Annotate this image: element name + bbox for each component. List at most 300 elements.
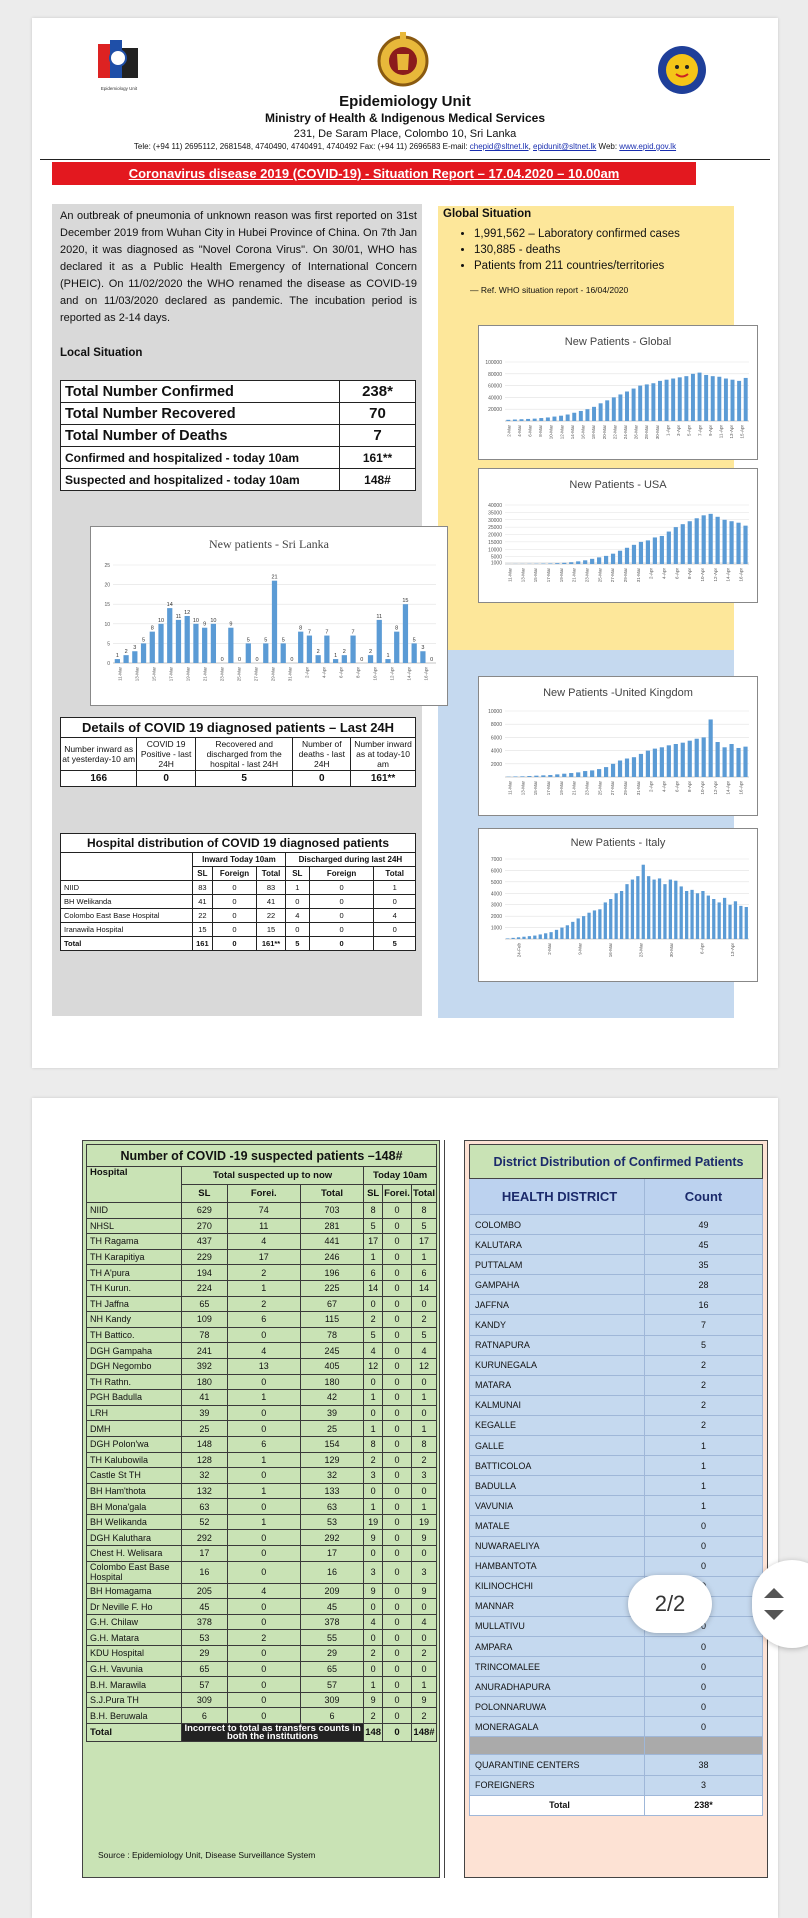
suspected-cell: 0 [383,1708,412,1724]
y-tick-label: 4000 [490,891,502,898]
x-tick-label: 3-Apr [676,425,682,437]
chart-bar [625,392,629,422]
table-row [87,1265,437,1281]
chart-bar [316,655,321,663]
suspected-cell: 1 [227,1280,300,1296]
x-tick-label: 2-Mar [506,425,512,437]
data-label: 5 [412,637,416,644]
suspected-cell: 57 [182,1677,228,1693]
district-title: District Distribution of Confirmed Patients [470,1145,763,1179]
chart-bar [698,373,702,421]
suspected-cell: 8 [411,1436,436,1452]
table-row [87,1483,437,1499]
chart-bar [734,901,737,939]
scroll-control[interactable] [752,1560,808,1648]
hospital-cell: 0 [309,881,374,895]
chart-bar [598,909,601,939]
chart-bar [517,937,520,939]
chart-bar [660,536,664,564]
suspected-cell: 405 [300,1358,363,1374]
chart-bar [723,747,727,777]
x-tick-label: 16-Mar [580,425,586,440]
chart-bar [646,540,650,564]
hospital-name: TH Karapitiya [87,1249,182,1265]
district-name: KILINOCHCHI [470,1576,645,1596]
chart-bar [691,374,695,421]
table-row [87,1677,437,1693]
global-stat-item: • 130,885 - deaths [474,242,680,258]
chart-bar [688,741,692,777]
hospital-name: TH Kalubowila [87,1452,182,1468]
suspected-cell: 17 [227,1249,300,1265]
y-tick-label: 4000 [490,748,502,755]
suspected-cell: 180 [300,1374,363,1390]
suspected-title: Number of COVID -19 suspected patients –148# [87,1145,437,1167]
hospital-name: G.H. Chilaw [87,1614,182,1630]
x-tick-label: 13-Mar [134,667,140,682]
local-situation-heading: Local Situation [60,347,143,359]
chart-bar [636,876,639,939]
hospital-col-header: Hospital [87,1167,182,1203]
chart-bar [660,747,664,777]
district-row [470,1395,763,1415]
chart-bar [709,514,713,564]
chart-bar [696,893,699,939]
today-header: Today 10am [364,1167,437,1185]
district-count: 16 [645,1295,763,1315]
y-tick-label: 40000 [488,503,502,509]
details-col-header: Number inward as at today-10 am [351,738,416,771]
data-label: 0 [360,657,364,663]
hospital-name: DGH Gampaha [87,1343,182,1359]
chart-bar [420,651,425,663]
district-row [470,1415,763,1435]
chart-bar [559,416,563,421]
hospital-name: G.H. Matara [87,1630,182,1646]
suspected-cell: 0 [383,1436,412,1452]
x-tick-label: 6-Apr [338,667,344,679]
chart-bar [684,376,688,421]
suspected-cell: 154 [300,1436,363,1452]
suspected-cell: 0 [383,1561,412,1583]
chart-title: New Patients - Italy [570,837,666,849]
x-tick-label: 24-Feb [516,943,522,958]
suspected-cell: 5 [411,1327,436,1343]
table-row [87,1452,437,1468]
district-name: VAVUNIA [470,1496,645,1516]
data-label: 10 [210,617,217,624]
suspected-cell: 0 [411,1296,436,1312]
data-label: 0 [290,657,294,663]
x-tick-label: 12-Apr [712,781,718,795]
suspected-cell: 0 [383,1312,412,1328]
suspected-cell: 1 [411,1249,436,1265]
suspected-cell: 4 [227,1583,300,1599]
table-row [87,1421,437,1437]
suspected-subheader: Forei. [227,1185,300,1203]
details-col-header: Number of deaths - last 24H [293,738,351,771]
x-tick-label: 2-Apr [648,781,654,793]
chart-bar [506,938,509,939]
x-tick-label: 27-Mar [610,568,616,583]
district-name: GAMPAHA [470,1275,645,1295]
suspected-cell: 309 [182,1692,228,1708]
suspected-cell: 0 [227,1530,300,1546]
suspected-cell: 3 [364,1468,383,1484]
hospital-name: KDU Hospital [87,1646,182,1662]
suspected-cell: 53 [182,1630,228,1646]
hospital-name: Colombo East Base Hospital [61,909,193,923]
suspected-cell: 133 [300,1483,363,1499]
hospital-name: G.H. Vavunia [87,1661,182,1677]
suspected-cell: 17 [411,1234,436,1250]
chart-bar [639,542,643,564]
x-tick-label: 29-Mar [270,667,276,682]
chart-bar [723,898,726,939]
data-label: 0 [255,657,259,663]
district-count: 38 [645,1755,763,1775]
y-tick-label: 10000 [488,709,502,715]
suspected-cell: 0 [411,1483,436,1499]
suspected-cell: 9 [411,1692,436,1708]
data-label: 2 [342,649,346,656]
suspected-cell: 2 [227,1630,300,1646]
hospital-cell: 0 [285,895,309,909]
x-tick-label: 31-Mar [287,667,293,682]
suspected-cell: 25 [300,1421,363,1437]
chart-bar [228,628,233,663]
suspected-cell: 0 [364,1405,383,1421]
website-link[interactable]: www.epid.gov.lk [619,142,677,151]
table-row [87,1249,437,1265]
district-name: COLOMBO [470,1215,645,1235]
suspected-cell: 209 [300,1583,363,1599]
suspected-cell: 0 [411,1630,436,1646]
district-row [470,1616,763,1636]
suspected-cell: 205 [182,1583,228,1599]
suspected-cell: 16 [182,1561,228,1583]
suspected-cell: 39 [300,1405,363,1421]
summary-row [61,469,416,491]
x-tick-label: 10-Apr [700,568,706,582]
x-tick-label: 16-Apr [423,667,429,681]
suspected-cell: 65 [300,1661,363,1677]
x-tick-label: 11-Apr [718,425,724,439]
chart-title: New Patients - Global [564,336,672,348]
district-name: MATARA [470,1375,645,1395]
summary-value: 238* [340,381,416,403]
y-tick-label: 7000 [490,857,502,863]
district-name: AMPARA [470,1636,645,1656]
chart-bar [678,377,682,421]
suspected-cell: 5 [411,1218,436,1234]
hospital-name: Dr Neville F. Ho [87,1599,182,1615]
x-tick-label: 5-Apr [686,425,692,437]
hospital-name: PGH Badulla [87,1390,182,1406]
suspected-cell: 0 [383,1327,412,1343]
hospital-cell: 0 [309,937,374,951]
x-tick-label: 10-Mar [548,425,554,440]
suspected-cell: 0 [364,1483,383,1499]
suspected-cell: 0 [383,1390,412,1406]
data-label: 3 [421,645,425,652]
hospital-name: LRH [87,1405,182,1421]
suspected-cell: 281 [300,1218,363,1234]
x-tick-label: 22-Mar [612,425,618,440]
x-tick-label: 7-Apr [697,425,703,437]
summary-value: 7 [340,425,416,447]
chart-bar [593,910,596,939]
suspected-cell: 1 [411,1390,436,1406]
summary-value: 161** [340,447,416,469]
hospital-cell: 0 [309,909,374,923]
district-count: 2 [645,1395,763,1415]
chart-bar [674,744,678,777]
suspected-cell: 132 [182,1483,228,1499]
x-tick-label: 20-Mar [601,425,607,440]
chart-bar [711,376,715,421]
x-tick-label: 6-Apr [699,943,705,955]
chart-bar [695,518,699,564]
district-name: QUARANTINE CENTERS [470,1755,645,1775]
district-name: JAFFNA [470,1295,645,1315]
report-page-2 [32,1098,778,1918]
district-row [470,1476,763,1496]
chart-bar [736,523,740,564]
suspected-cell: 78 [182,1327,228,1343]
hospital-name: Chest H. Welisara [87,1546,182,1562]
district-total-label: Total [470,1795,645,1815]
email-link-1[interactable]: chepid@sltnet.lk [469,142,529,151]
chart-bar [704,375,708,421]
chart-bar [548,775,552,777]
chart-bar [712,899,715,939]
chart-bar [555,563,559,564]
chart-bar [150,632,155,663]
who-reference: — Ref. WHO situation report - 16/04/2020 [470,285,629,295]
suspected-subheader: Total [411,1185,436,1203]
data-label: 0 [430,657,434,663]
chart-bar [658,381,662,421]
district-row [470,1436,763,1456]
y-tick-label: 10000 [488,547,502,554]
suspected-cell: 29 [182,1646,228,1662]
table-row [87,1374,437,1390]
data-label: 8 [150,625,154,632]
data-label: 9 [203,621,207,628]
data-label: 5 [246,637,250,644]
chart-bar [539,418,543,421]
suspected-cell: 0 [227,1561,300,1583]
chart-bar [566,925,569,939]
district-name: KANDY [470,1315,645,1335]
x-tick-label: 1-Apr [665,425,671,437]
suspected-cell: 0 [364,1661,383,1677]
chart-bar [403,604,408,663]
x-tick-label: 11-Mar [507,781,513,795]
hospital-subheader: Foreign [309,867,374,881]
contact-phones: Tele: (+94 11) 2695112, 2681548, 4740490, 4740491, 4740492 Fax: (+94 11) 2696583 E-mail: [133,142,468,151]
x-tick-label: 13-Apr [729,425,735,439]
epidemiology-unit-logo [94,38,144,94]
hospital-cell: 0 [212,937,256,951]
suspected-cell: 17 [182,1546,228,1562]
x-tick-label: 23-Mar [638,943,644,958]
table-row [87,1692,437,1708]
table-row [87,1468,437,1484]
suspected-cell: 65 [182,1296,228,1312]
district-count: 1 [645,1456,763,1476]
district-name: NUWARAELIYA [470,1536,645,1556]
suspected-subheader: Total [300,1185,363,1203]
chart-bar [549,932,552,939]
chart-bar [717,377,721,421]
suspected-cell: 0 [383,1646,412,1662]
x-tick-label: 17-Mar [168,667,174,682]
suspected-cell: 16 [300,1561,363,1583]
chart-bar [272,581,277,663]
email-link-2[interactable]: epidunit@sltnet.lk [533,142,597,151]
chart-bar [728,905,731,939]
summary-row [61,403,416,425]
chart-bar [590,770,594,777]
hospital-name: Total [61,937,193,951]
chart-bar [115,659,120,663]
data-label: 8 [299,625,303,632]
suspected-cell: 1 [227,1390,300,1406]
chart-bar [671,379,675,421]
hospital-name: DMH [87,1421,182,1437]
district-count: 0 [645,1717,763,1737]
y-tick-label: 1000 [490,925,502,932]
district-count: 5 [645,1335,763,1355]
suspected-cell: 0 [383,1343,412,1359]
x-tick-label: 9-Mar [577,943,583,955]
suspected-cell: 0 [364,1630,383,1646]
chart-bar [729,521,733,564]
suspected-cell: 0 [227,1327,300,1343]
data-label: 7 [325,629,329,636]
chart-bar [298,632,303,663]
chart-bar [652,880,655,939]
district-row [470,1657,763,1677]
suspected-cell: 2 [364,1708,383,1724]
chart-bar [688,521,692,564]
chart-bar [193,624,198,663]
suspected-cell: 2 [227,1265,300,1281]
suspected-cell: 0 [411,1374,436,1390]
suspected-cell: 8 [364,1436,383,1452]
y-tick-label: 20000 [488,407,502,414]
x-tick-label: 11-Mar [117,667,123,681]
up-down-arrows-icon[interactable] [752,1560,792,1648]
suspected-cell: 4 [411,1343,436,1359]
hospital-name: TH A'pura [87,1265,182,1281]
chart-bar [412,643,417,663]
data-label: 10 [192,617,199,624]
details-col-header: Number inward as at yesterday-10 am [61,738,137,771]
suspected-cell: 0 [383,1583,412,1599]
chart-bar [739,906,742,939]
chart-bar [583,560,587,564]
suspected-cell: 1 [227,1514,300,1530]
hospital-name: Iranawila Hospital [61,923,193,937]
chart-bar [202,628,207,663]
hospital-name: BH Ham'thota [87,1483,182,1499]
suspected-cell: 9 [411,1530,436,1546]
district-row [470,1335,763,1355]
suspected-cell: 1 [411,1499,436,1515]
chart-bar [599,403,603,421]
suspected-cell: 9 [364,1530,383,1546]
data-label: 15 [402,598,409,605]
source-note: Source : Epidemiology Unit, Disease Surveillance System [98,1850,316,1860]
hospital-distribution-table [60,833,416,951]
suspected-cell: 55 [300,1630,363,1646]
table-row [87,1546,437,1562]
hospital-cell: 4 [285,909,309,923]
suspected-cell: 0 [411,1599,436,1615]
table-row [87,1296,437,1312]
district-count: 2 [645,1355,763,1375]
hospital-row [61,895,416,909]
x-tick-label: 4-Mar [516,425,522,437]
suspected-cell: 0 [383,1499,412,1515]
chart-bar [526,419,530,421]
x-tick-label: 23-Mar [584,781,590,796]
details-value: 5 [195,771,292,787]
hospital-row [61,937,416,951]
x-tick-label: 26-Mar [633,425,639,440]
chart-bar [604,767,608,777]
x-tick-label: 31-Mar [635,781,641,796]
chart-bar [729,744,733,777]
x-tick-label: 15-Mar [151,667,157,682]
table-row [87,1390,437,1406]
suspected-cell: 63 [300,1499,363,1515]
suspected-cell: 0 [383,1265,412,1281]
suspected-cell: 29 [300,1646,363,1662]
chart-bar [609,899,612,939]
details-value: 166 [61,771,137,787]
x-tick-label: 28-Mar [644,425,650,440]
chart-bar [663,884,666,939]
x-tick-label: 6-Mar [527,425,533,437]
hospital-cell: 41 [193,895,213,909]
x-tick-label: 15-Mar [533,568,539,583]
chart-bar [211,624,216,663]
chart-bar [368,655,373,663]
header-divider [40,159,770,160]
table-gap [470,1737,645,1755]
suspected-cell: 0 [227,1468,300,1484]
chart-bar [562,563,566,564]
district-row [470,1295,763,1315]
chart-bar [512,938,515,939]
chart-bar [571,922,574,939]
chart-bar [385,659,390,663]
suspected-cell: 19 [411,1514,436,1530]
chart-bar [716,517,720,564]
y-tick-label: 6000 [490,868,502,875]
suspected-cell: 2 [364,1312,383,1328]
details-value: 0 [137,771,196,787]
y-tick-label: 25000 [488,525,502,532]
district-count: 28 [645,1275,763,1295]
district-row [470,1255,763,1275]
global-stats-list [470,226,680,274]
table-row [87,1646,437,1662]
